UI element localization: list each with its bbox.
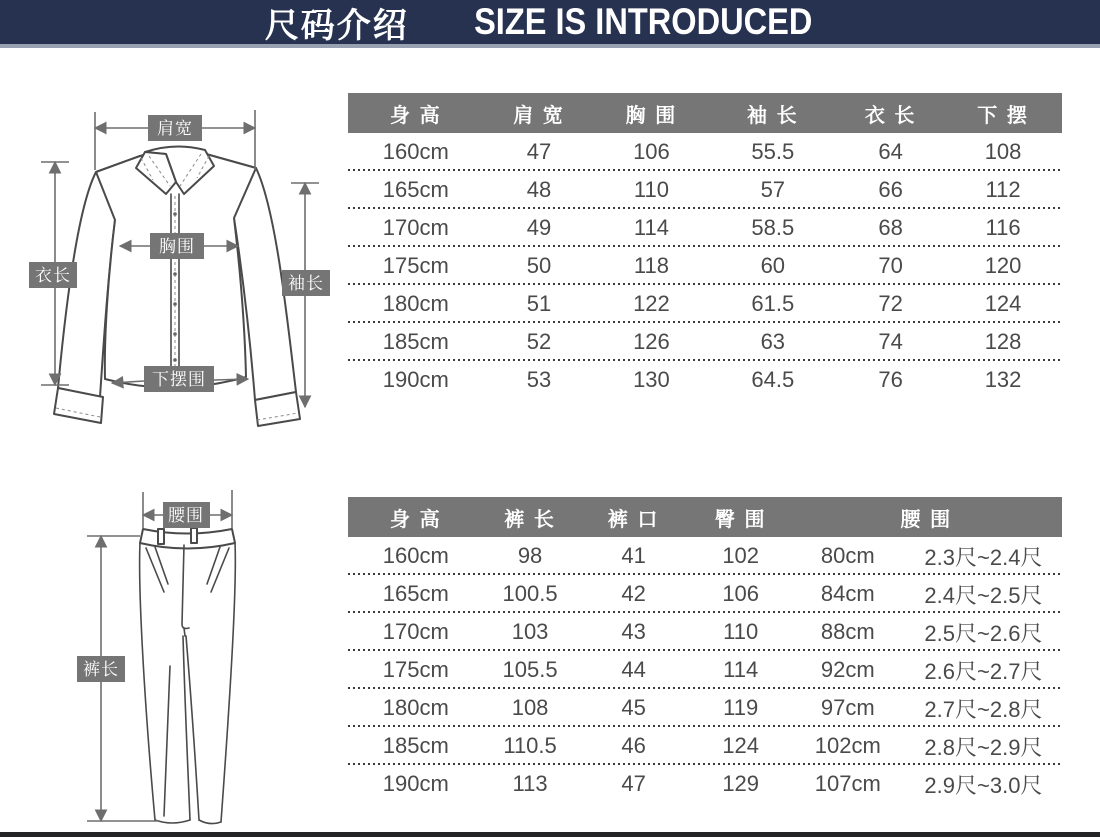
- table-cell: 119: [723, 695, 759, 720]
- table-cell: 2.6尺~2.7尺: [924, 658, 1043, 684]
- table-cell: 51: [526, 291, 552, 316]
- table-cell: 2.9尺~3.0尺: [924, 772, 1043, 798]
- table-cell: 165cm: [382, 177, 449, 202]
- table-cell: 2.8尺~2.9尺: [924, 734, 1043, 760]
- column-header-height: 身 高: [390, 104, 442, 127]
- column-header-shoulder: 肩 宽: [513, 104, 565, 127]
- table-cell: 165cm: [382, 581, 449, 606]
- table-cell: 116: [985, 215, 1021, 240]
- table-cell: 76: [878, 367, 903, 392]
- table-cell: 66: [878, 177, 903, 202]
- column-header-hem: 下 摆: [977, 104, 1029, 127]
- table-cell: 185cm: [382, 733, 449, 758]
- table-row: [348, 613, 1062, 651]
- table-cell: 190cm: [382, 367, 449, 392]
- column-header-leg-opening: 裤 口: [607, 508, 660, 531]
- table-cell: 2.7尺~2.8尺: [924, 696, 1043, 722]
- table-cell: 124: [984, 291, 1022, 316]
- column-header-sleeve: 袖 长: [747, 104, 799, 127]
- table-cell: 92cm: [820, 657, 875, 682]
- table-cell: 185cm: [382, 329, 449, 354]
- pants-length-annotation: [77, 536, 160, 821]
- table-cell: 47: [526, 139, 552, 164]
- table-cell: 113: [512, 771, 548, 796]
- table-cell: 80cm: [820, 543, 875, 568]
- pants-drawing: [60, 488, 295, 832]
- table-cell: 2.3尺~2.4尺: [924, 544, 1043, 570]
- table-cell: 132: [984, 367, 1022, 392]
- shirt-measurement-diagram: [8, 92, 343, 437]
- table-cell: 70: [878, 253, 903, 278]
- table-cell: 102cm: [814, 733, 881, 758]
- table-cell: 103: [511, 619, 549, 644]
- pants-size-table: [348, 497, 1062, 803]
- table-cell: 48: [526, 177, 552, 202]
- column-header-pants-length: 裤 长: [504, 508, 556, 531]
- table-cell: 55.5: [751, 139, 795, 164]
- table-cell: 45: [621, 695, 646, 720]
- table-cell: 124: [722, 733, 760, 758]
- table-row: [348, 247, 1062, 285]
- table-cell: 100.5: [502, 581, 558, 606]
- pants-length-label: 裤长: [83, 660, 119, 679]
- table-cell: 46: [621, 733, 646, 758]
- sleeve-length-label: 袖长: [288, 274, 324, 293]
- shoulder-width-label: 肩宽: [157, 119, 193, 138]
- table-row: [348, 285, 1062, 323]
- header-underline: [0, 44, 1100, 48]
- table-cell: 114: [633, 215, 669, 240]
- table-cell: 64: [878, 139, 903, 164]
- column-header-waist: 腰 围: [900, 508, 953, 531]
- table-cell: 160cm: [382, 543, 449, 568]
- table-cell: 68: [878, 215, 903, 240]
- table-cell: 106: [722, 581, 760, 606]
- pants-outline: [140, 528, 236, 824]
- column-header-length: 衣 长: [864, 104, 917, 127]
- table-row: [348, 133, 1062, 171]
- table-cell: 170cm: [382, 619, 449, 644]
- table-cell: 107cm: [814, 771, 881, 796]
- waist-label: 腰围: [168, 506, 204, 525]
- page-header: [0, 0, 1100, 44]
- table-row: [348, 323, 1062, 361]
- table-cell: 112: [985, 177, 1021, 202]
- column-header-height: 身 高: [390, 508, 442, 531]
- table-cell: 98: [517, 543, 543, 568]
- table-cell: 47: [621, 771, 646, 796]
- table-cell: 170cm: [382, 215, 449, 240]
- table-cell: 190cm: [382, 771, 449, 796]
- table-cell: 175cm: [382, 657, 449, 682]
- table-cell: 180cm: [382, 291, 449, 316]
- table-cell: 180cm: [382, 695, 449, 720]
- table-cell: 129: [722, 771, 760, 796]
- table-cell: 57: [760, 177, 786, 202]
- bottom-divider-bar: [0, 832, 1100, 837]
- table-row: [348, 537, 1062, 575]
- table-row: [348, 651, 1062, 689]
- table-cell: 118: [633, 253, 669, 278]
- table-cell: 74: [878, 329, 903, 354]
- table-row: [348, 727, 1062, 765]
- table-cell: 120: [984, 253, 1022, 278]
- garment-length-label: 衣长: [35, 266, 71, 285]
- column-header-chest: 胸 围: [625, 104, 678, 127]
- page-title-chinese: 尺码介绍: [264, 6, 409, 45]
- table-cell: 110: [723, 619, 759, 644]
- table-cell: 105.5: [502, 657, 558, 682]
- pants-measurement-diagram: [60, 488, 295, 837]
- table-cell: 60: [760, 253, 786, 278]
- table-cell: 122: [633, 291, 670, 316]
- table-cell: 97cm: [820, 695, 875, 720]
- table-cell: 108: [511, 695, 549, 720]
- table-cell: 114: [723, 657, 759, 682]
- table-cell: 63: [760, 329, 786, 354]
- table-row: [348, 689, 1062, 727]
- table-cell: 130: [633, 367, 670, 392]
- table-cell: 64.5: [751, 367, 795, 392]
- table-row: [348, 765, 1062, 803]
- shirt-drawing: [8, 92, 343, 432]
- table-cell: 88cm: [820, 619, 875, 644]
- table-cell: 160cm: [382, 139, 449, 164]
- table-cell: 50: [526, 253, 552, 278]
- table-row: [348, 361, 1062, 399]
- table-cell: 44: [621, 657, 646, 682]
- pants-table-header-row: [348, 497, 1062, 537]
- table-cell: 106: [633, 139, 670, 164]
- table-cell: 84cm: [820, 581, 875, 606]
- table-cell: 61.5: [751, 291, 795, 316]
- table-cell: 108: [984, 139, 1022, 164]
- table-cell: 126: [633, 329, 670, 354]
- table-row: [348, 209, 1062, 247]
- table-cell: 72: [878, 291, 903, 316]
- table-cell: 110.5: [503, 733, 557, 758]
- table-cell: 49: [526, 215, 552, 240]
- hem-label: 下摆围: [152, 370, 206, 389]
- table-cell: 42: [621, 581, 646, 606]
- page-title-english: SIZE IS INTRODUCED: [473, 1, 813, 42]
- table-row: [348, 171, 1062, 209]
- table-cell: 175cm: [382, 253, 449, 278]
- table-cell: 58.5: [751, 215, 795, 240]
- table-cell: 2.4尺~2.5尺: [924, 582, 1043, 608]
- table-cell: 110: [633, 177, 669, 202]
- table-cell: 52: [526, 329, 552, 354]
- shirt-table-header-row: [348, 93, 1062, 133]
- table-cell: 53: [526, 367, 552, 392]
- shirt-size-table: [348, 93, 1062, 399]
- table-cell: 128: [984, 329, 1022, 354]
- table-cell: 2.5尺~2.6尺: [924, 620, 1043, 646]
- table-cell: 102: [722, 543, 760, 568]
- table-cell: 41: [621, 543, 646, 568]
- waist-annotation: [143, 490, 232, 528]
- chest-label: 胸围: [159, 237, 195, 256]
- table-cell: 43: [621, 619, 646, 644]
- column-header-hip: 臀 围: [714, 508, 767, 531]
- table-row: [348, 575, 1062, 613]
